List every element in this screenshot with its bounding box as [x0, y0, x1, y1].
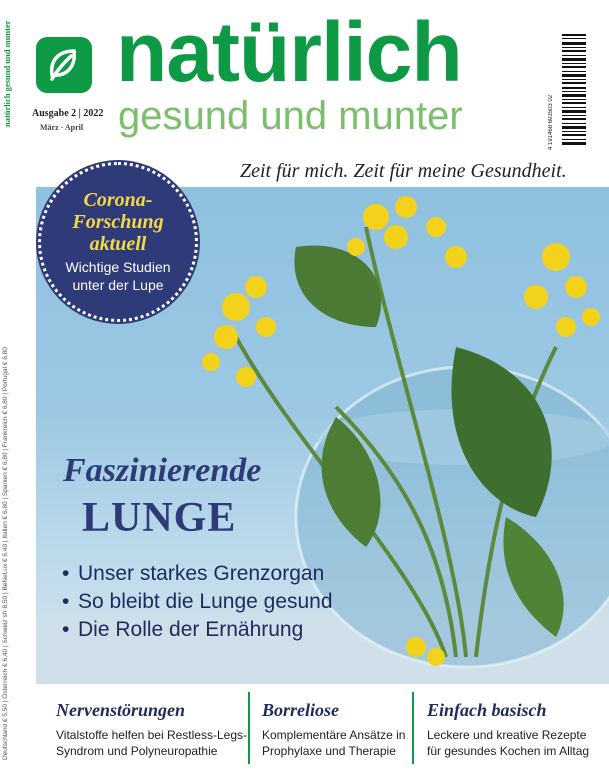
- magazine-subtitle: gesund und munter: [118, 94, 463, 138]
- cover-story-kicker: Faszinierende: [63, 452, 262, 489]
- teaser-divider: [248, 692, 250, 764]
- teaser-text: Leckere und kreative Rezepte für gesundes Kochen im Alltag: [427, 728, 590, 758]
- teaser-einfach-basisch: [427, 700, 589, 759]
- bullet-item: • Die Rolle der Ernährung: [62, 618, 304, 641]
- cover-story-title: LUNGE: [82, 495, 237, 541]
- badge-line-1: Corona-: [83, 189, 153, 211]
- badge-subline-2: unter der Lupe: [72, 277, 164, 293]
- teaser-text: Komplementäre Ansätze in Prophylaxe und Therapie: [262, 728, 406, 758]
- badge-line-3: aktuell: [89, 233, 147, 255]
- magazine-title: natürlich: [116, 5, 462, 99]
- bullet-item: • Unser starkes Grenzorgan: [62, 562, 325, 585]
- bullet-item: • So bleibt die Lunge gesund: [62, 590, 333, 613]
- badge-line-2: Forschung: [72, 211, 164, 233]
- cover-story-bullets: [62, 560, 333, 644]
- logo: [36, 37, 92, 93]
- teaser-title: Einfach basisch: [427, 700, 547, 720]
- corona-badge: [38, 162, 198, 322]
- spine-title: natürlich gesund und munter: [2, 20, 12, 127]
- leaf-icon: [44, 45, 84, 85]
- issue-number: Ausgabe 2 | 2022: [32, 108, 104, 119]
- teaser-title: Nervenstörungen: [56, 700, 186, 720]
- teaser-text: Vitalstoffe helfen bei Restless-Legs- Syndrom und Polyneuropathie: [56, 728, 247, 758]
- tagline: Zeit für mich. Zeit für meine Gesundheit.: [240, 160, 567, 182]
- badge-subline-1: Wichtige Studien: [65, 259, 171, 275]
- spine-prices: Deutschland € 5,50 | Österreich € 6,40 | Schweiz sfr 8,50 | BeNeLux € 6,40 | Italien € 6,80 | Spanien € 6,80 | Frankreich € 6,80 | Portugal € 6,80: [2, 347, 9, 760]
- barcode-number: 4 191468 603503 02: [548, 94, 554, 150]
- teaser-borreliose: [262, 700, 405, 759]
- teaser-divider: [412, 692, 414, 764]
- teaser-title: Borreliose: [262, 700, 340, 720]
- teaser-nervenstoerungen: [56, 700, 247, 759]
- barcode: [560, 30, 588, 150]
- issue-months: März · April: [40, 123, 84, 132]
